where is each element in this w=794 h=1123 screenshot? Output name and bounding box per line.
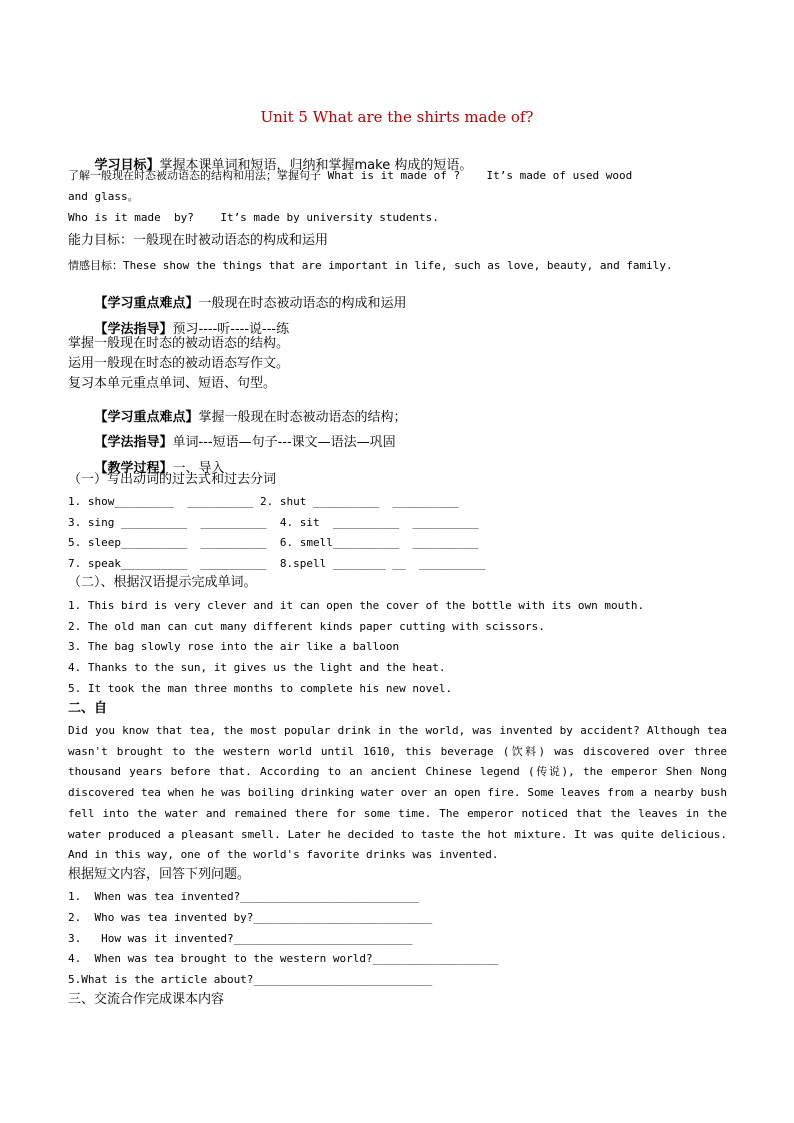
method-1-label: 【学法指导】: [94, 322, 173, 337]
part1-heading: （一）写出动词的过去式和过去分词: [68, 472, 277, 487]
exercise-item: 2. The old man can cut many different kinds paper cutting with scissors.: [68, 620, 545, 633]
verb-row: 7. speak__________ __________ 8.spell ________ __ __________: [68, 557, 486, 570]
goals-line-3: and glass。: [68, 190, 139, 203]
verb-row: 5. sleep__________ __________ 6. smell__________ __________: [68, 536, 479, 549]
goals-line-2: 了解一般现在时态被动语态的结构和用法；掌握句子 What is it made of ? It’s made of used wood: [68, 169, 633, 182]
key-points-2-label: 【学习重点难点】: [94, 410, 199, 425]
question-item: 3. How was it invented?___________________________: [68, 932, 413, 945]
exercise-item: 4. Thanks to the sun, it gives us the light and the heat.: [68, 661, 446, 674]
method-1-text: 预习----听----说---练: [172, 322, 290, 337]
goals-line-4: Who is it made by? It’s made by university students.: [68, 211, 439, 224]
goals-text: 掌握本课单词和短语，归纳和掌握make 构成的短语。: [159, 158, 473, 173]
page-title: Unit 5 What are the shirts made of?: [260, 108, 534, 126]
ability-goal: 能力目标：一般现在时被动语态的构成和运用: [68, 233, 329, 248]
goals-label: 学习目标】: [94, 158, 160, 173]
key-points-1-text: 一般现在时态被动语态的构成和运用: [198, 296, 407, 311]
section2-heading: 二、自: [68, 701, 108, 716]
part2-heading: （二）、根据汉语提示完成单词。: [68, 575, 257, 590]
question-item: 4. When was tea brought to the western world?___________________: [68, 952, 499, 965]
question-item: 1. When was tea invented?___________________________: [68, 890, 419, 903]
method-2-label: 【学法指导】: [94, 435, 173, 450]
method-2-text: 单词---短语—句子---课文—语法—巩固: [172, 435, 396, 450]
task-item: 复习本单元重点单词、短语、句型。: [68, 376, 277, 391]
emotion-goal: 情感目标：These show the things that are important in life, such as love, beauty, and family.: [68, 259, 673, 272]
task-item: 运用一般现在时态的被动语态写作文。: [68, 356, 290, 371]
exercise-item: 1. This bird is very clever and it can open the cover of the bottle with its own mouth.: [68, 599, 645, 612]
question-item: 2. Who was tea invented by?___________________________: [68, 911, 433, 924]
verb-row: 1. show_________ __________ 2. shut __________ __________: [68, 495, 459, 508]
key-points-2-text: 掌握一般现在时态被动语态的结构；: [198, 410, 407, 425]
reading-passage: Did you know that tea, the most popular drink in the world, was invented by accident? Although tea wasn't brought to the western world until 1610, this beverage (饮料) was discovered over three thousand years before that. According to an ancient Chinese legend (传说), the emperor Shen Nong discovered tea when he was boiling drinking water over an open fire. Some leaves from a nearby bush fell into the water and remained there for some time. The emperor noticed that the leaves in the water produced a pleasant smell. Later he decided to taste the hot mixture. It was quite delicious. And in this way, one of the world's favorite drinks was invented.: [68, 724, 727, 862]
key-points-1-label: 【学习重点难点】: [94, 296, 199, 311]
section3-heading: 三、交流合作完成课本内容: [68, 992, 225, 1007]
task-item: 掌握一般现在时态的被动语态的结构。: [68, 336, 290, 351]
exercise-item: 3. The bag slowly rose into the air like a balloon: [68, 640, 400, 653]
questions-heading: 根据短文内容，回答下列问题。: [68, 867, 251, 882]
verb-row: 3. sing __________ __________ 4. sit __________ __________: [68, 516, 479, 529]
teaching-process-text: 一、导入: [172, 461, 225, 476]
exercise-item: 5. It took the man three months to complete his new novel.: [68, 682, 453, 695]
question-item: 5.What is the article about?___________________________: [68, 973, 433, 986]
teaching-process-label: 【教学过程】: [94, 461, 173, 476]
